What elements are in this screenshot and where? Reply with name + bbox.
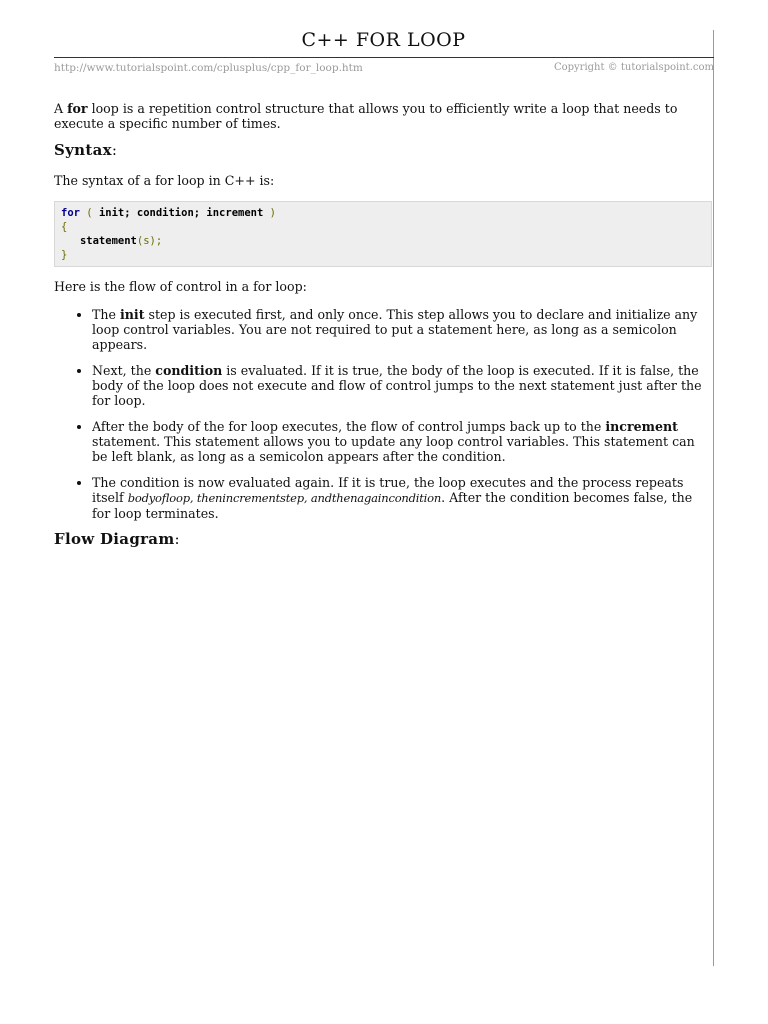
code-open-brace: { [61,221,68,233]
flow-diagram-heading-colon: : [174,530,180,548]
list-item-text: is evaluated. If it is true, the body of the loop is executed. If it is false, the body of the loop does not execute and flow of control jumps to the next statement just after the for loop. [92,363,702,408]
code-statement: statement [79,235,137,247]
copyright-notice: Copyright © tutorialspoint.com [553,62,714,73]
intro-paragraph [54,101,699,131]
page-right-border [713,30,714,966]
intro-keyword: for [67,101,88,116]
source-url[interactable]: http://www.tutorialspoint.com/cplusplus/cpp_for_loop.htm [54,62,363,74]
list-item-text: After the body of the for loop executes, the flow of control jumps back up to the [92,419,606,434]
code-for-keyword: for [61,207,80,219]
list-item-text: statement. This statement allows you to update any loop control variables. This statement can be left blank, as long as a semicolon appears after the condition. [92,434,695,464]
flow-diagram-heading-text: Flow Diagram [54,530,175,548]
list-item [92,419,712,464]
list-item-text: The condition is now evaluated again. If it is true, the loop executes and the process repeats itself [92,475,684,505]
code-close-brace: } [61,249,68,261]
flow-diagram-heading [54,532,699,547]
syntax-heading [54,143,699,158]
list-item [92,363,712,408]
flow-intro: Here is the flow of control in a for loop: [54,279,307,294]
title-divider [54,57,714,58]
article-body [54,101,702,562]
code-statement-suffix: (s); [136,235,163,247]
list-item-text: step is executed first, and only once. This step allows you to declare and initialize any loop control variables. You are not required to put a statement here, as long as a semicolon appears. [92,307,698,352]
list-item-keyword: increment [605,419,678,434]
code-loop-header: init; condition; increment [98,207,264,219]
list-item [92,307,712,352]
flow-steps-list [54,307,712,521]
list-item-keyword: condition [155,363,223,378]
intro-text: loop is a repetition control structure that allows you to efficiently write a loop that needs to execute a specific number of times. [54,101,678,131]
syntax-heading-colon: : [111,141,118,159]
page-title: C++ FOR LOOP [301,29,466,51]
code-block [54,201,712,267]
code-close-paren: ) [263,207,276,219]
list-item-text: The [92,307,120,322]
syntax-heading-text: Syntax [54,141,112,159]
list-item-math: bodyofloop, thenincrementstep, andthenagaincondition [127,491,442,505]
intro-prefix: A [54,101,68,116]
list-item-text: . After the condition becomes false, the for loop terminates. [92,490,693,521]
list-item-keyword: init [119,307,145,322]
list-item [92,475,712,521]
code-indent [61,235,80,247]
list-item-text: Next, the [92,363,156,378]
code-open-paren: ( [79,207,99,219]
syntax-intro: The syntax of a for loop in C++ is: [54,173,275,188]
